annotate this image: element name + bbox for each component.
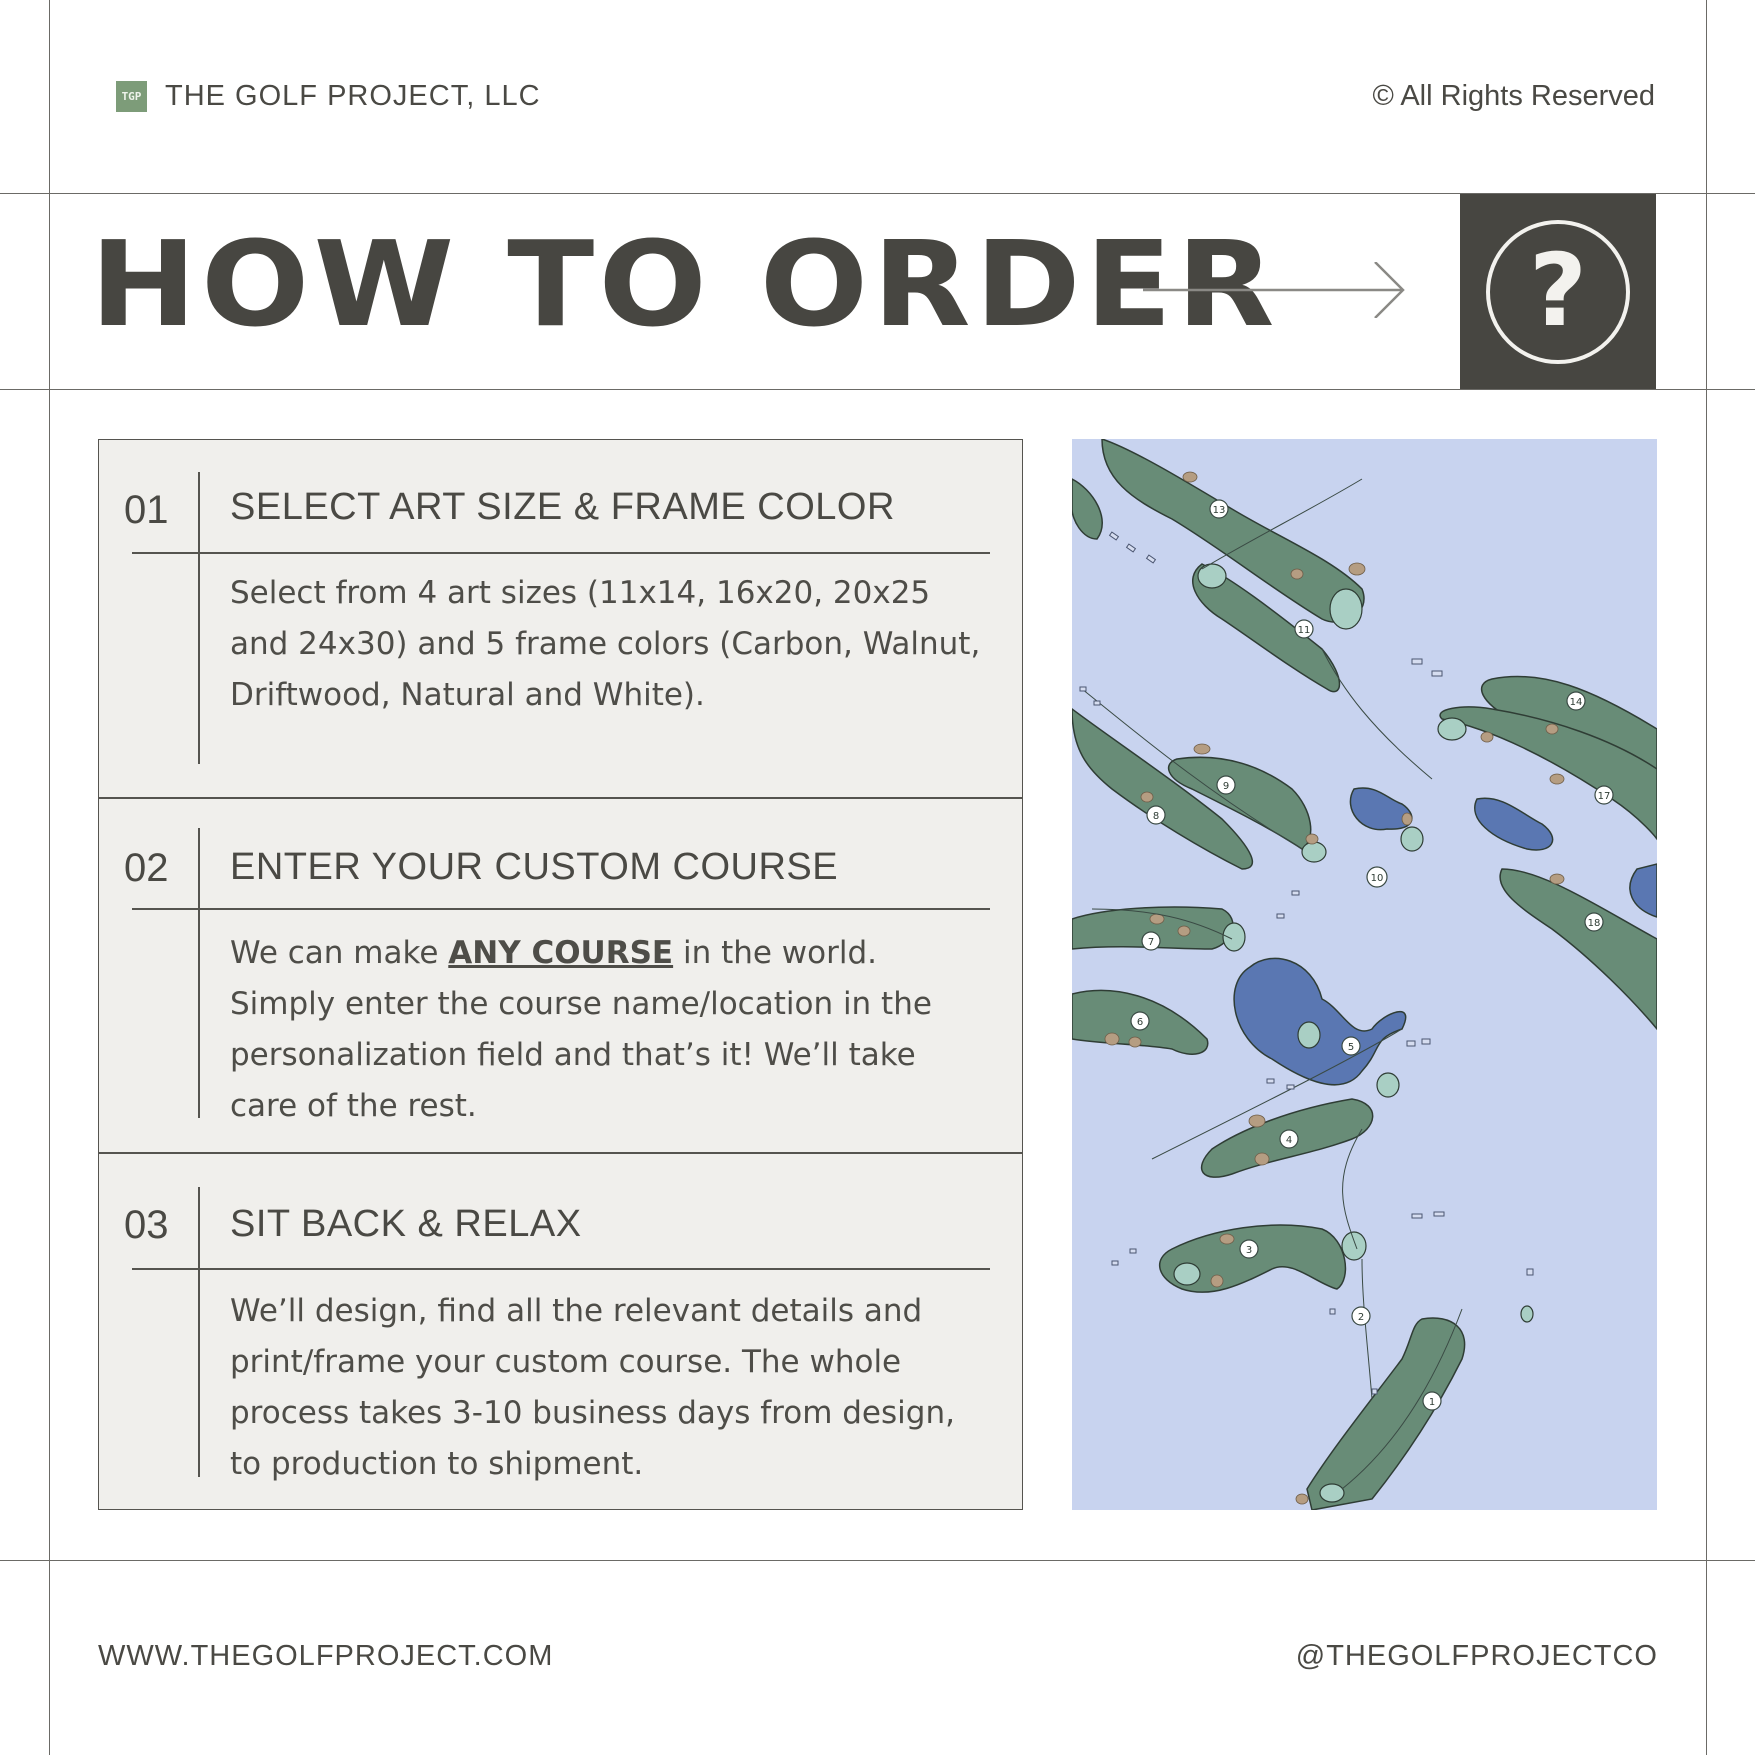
step-number: 03 xyxy=(124,1203,169,1247)
golf-course-map-artwork xyxy=(1072,439,1657,1510)
step-divider-vertical xyxy=(198,828,200,1118)
step-2 xyxy=(99,798,1022,1152)
svg-text:11: 11 xyxy=(1297,625,1311,636)
svg-text:18: 18 xyxy=(1587,918,1601,929)
frame-line-left xyxy=(49,0,50,1755)
svg-text:1: 1 xyxy=(1428,1397,1436,1408)
svg-text:13: 13 xyxy=(1212,505,1226,516)
step-number: 01 xyxy=(124,488,169,532)
svg-text:2: 2 xyxy=(1357,1312,1365,1323)
step-description-text: We can make xyxy=(230,935,449,971)
svg-text:4: 4 xyxy=(1285,1135,1293,1146)
golf-course-map-image xyxy=(1072,439,1657,1510)
arrow-right-icon xyxy=(1143,262,1408,318)
step-description: We’ll design, find all the relevant details and print/frame your custom course. The whole process takes 3-10 business days from design, to production to shipment. xyxy=(230,1293,955,1482)
bunkers xyxy=(1105,472,1564,1504)
step-divider-vertical xyxy=(198,472,200,764)
svg-text:10: 10 xyxy=(1370,873,1384,884)
svg-text:14: 14 xyxy=(1569,697,1583,708)
svg-text:8: 8 xyxy=(1152,811,1160,822)
svg-text:5: 5 xyxy=(1347,1042,1355,1053)
steps-panel xyxy=(98,439,1023,1510)
svg-text:17: 17 xyxy=(1597,791,1611,802)
svg-text:?: ? xyxy=(1528,231,1588,349)
step-number: 02 xyxy=(124,846,169,890)
help-box xyxy=(1460,194,1656,389)
step-divider-horizontal xyxy=(132,1268,990,1270)
frame-line-header-bottom xyxy=(0,389,1755,390)
company-logo: TGP xyxy=(116,81,147,112)
step-description-text: in the world. Simply enter the course name/location in the personalization field and that’s it! We’ll take care of the rest. xyxy=(230,935,932,1124)
svg-text:6: 6 xyxy=(1136,1017,1144,1028)
any-course-emphasis: ANY COURSE xyxy=(448,935,674,971)
step-divider-horizontal xyxy=(132,552,990,554)
step-divider-vertical xyxy=(198,1187,200,1477)
step-divider-horizontal xyxy=(132,908,990,910)
step-title: SIT BACK & RELAX xyxy=(230,1203,582,1245)
website-link[interactable]: WWW.THEGOLFPROJECT.COM xyxy=(98,1640,554,1672)
step-description: Select from 4 art sizes (11x14, 16x20, 20x25 and 24x30) and 5 frame colors (Carbon, Walnut, Driftwood, Natural and White). xyxy=(230,575,981,713)
svg-text:3: 3 xyxy=(1245,1245,1253,1256)
brand xyxy=(116,80,541,113)
question-circle-icon xyxy=(1485,219,1631,365)
frame-line-right xyxy=(1706,0,1707,1755)
page-title: HOW TO ORDER xyxy=(90,215,1279,353)
copyright-notice: © All Rights Reserved xyxy=(1372,80,1655,112)
step-description xyxy=(230,928,990,1132)
step-title: ENTER YOUR CUSTOM COURSE xyxy=(230,846,839,888)
step-title: SELECT ART SIZE & FRAME COLOR xyxy=(230,486,895,528)
step-1 xyxy=(99,440,1022,797)
svg-text:7: 7 xyxy=(1147,937,1155,948)
company-name: THE GOLF PROJECT, LLC xyxy=(165,80,541,112)
frame-line-bottom xyxy=(0,1560,1755,1561)
social-handle[interactable]: @THEGOLFPROJECTCO xyxy=(1295,1640,1658,1672)
step-3 xyxy=(99,1153,1022,1509)
svg-text:9: 9 xyxy=(1222,781,1230,792)
